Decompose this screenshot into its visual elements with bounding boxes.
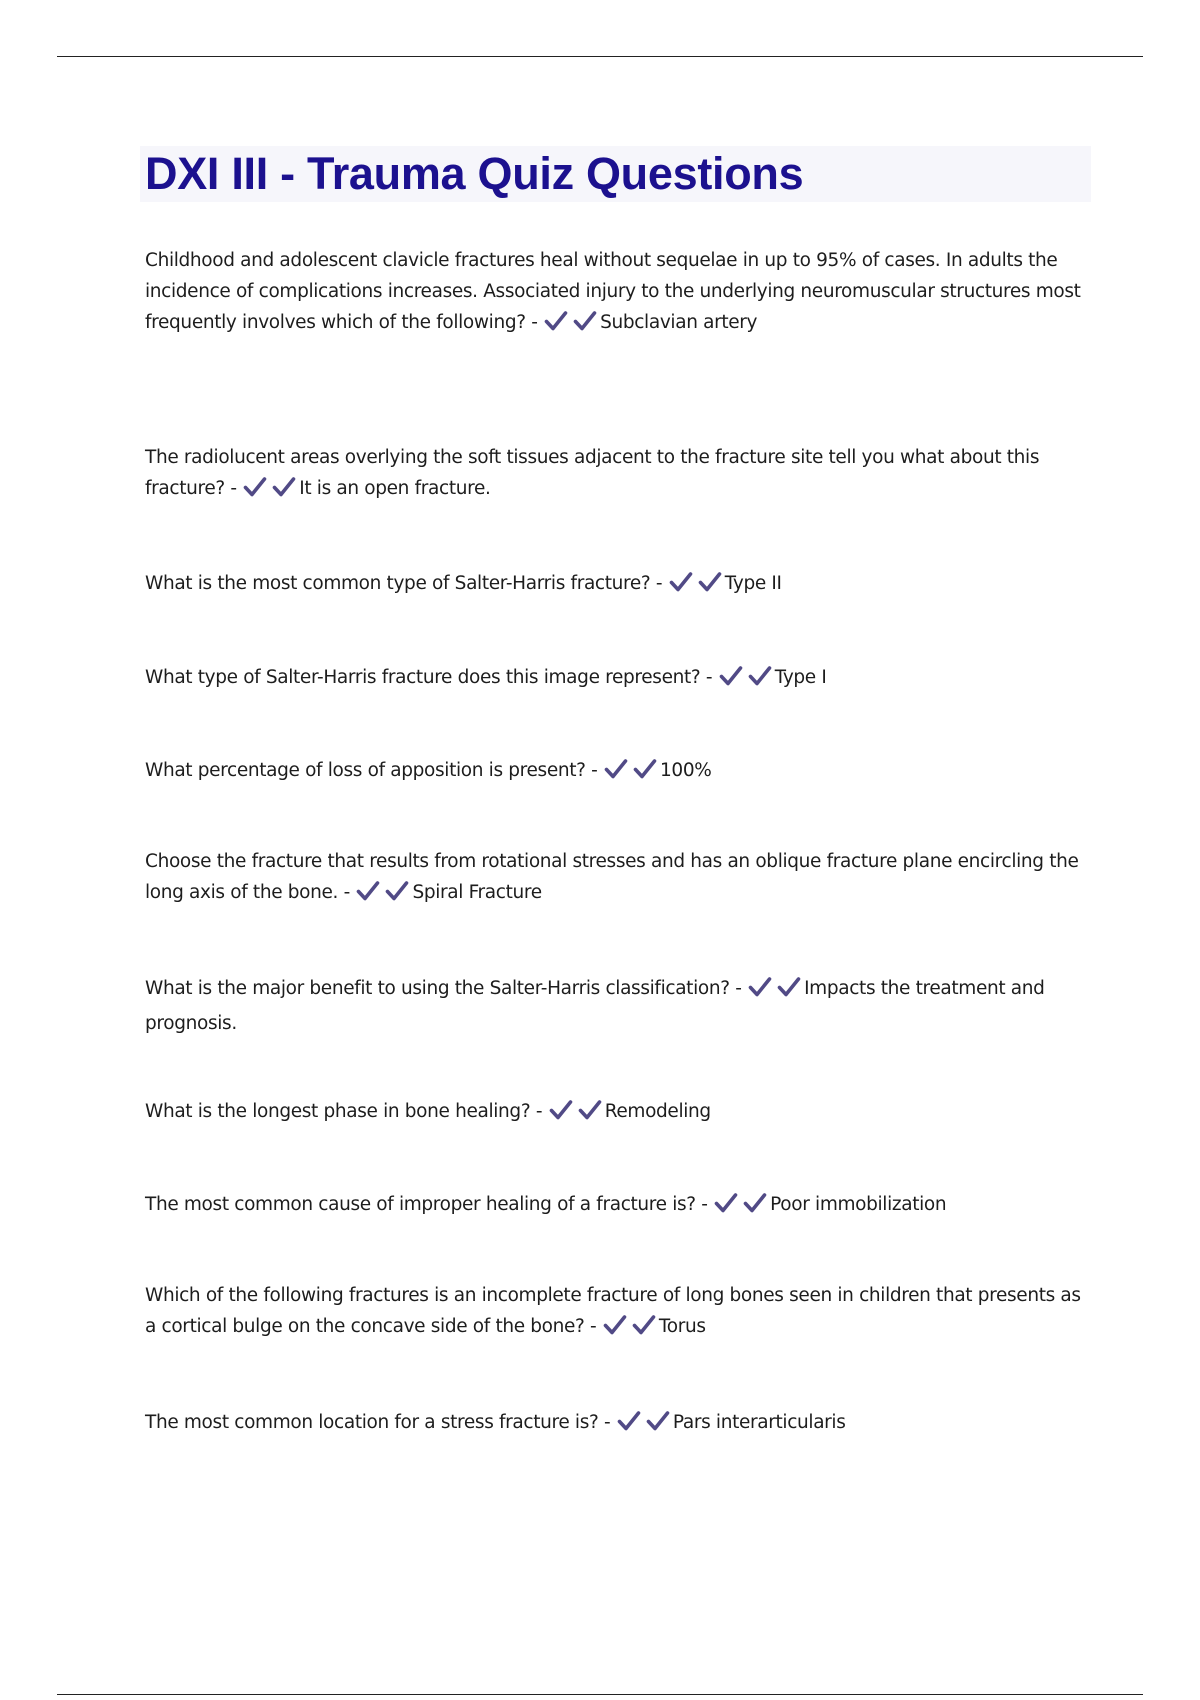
separator: -	[585, 760, 604, 781]
question-text: Choose the fracture that results from rotational stresses and has an oblique fracture plane encircling the long axis of the bone.	[145, 851, 1079, 903]
separator: -	[700, 667, 718, 688]
checkmark-icon	[578, 1099, 602, 1121]
double-check-mark	[669, 571, 722, 603]
qa-item	[145, 442, 1093, 508]
double-check-mark	[719, 665, 772, 697]
separator: -	[695, 1194, 714, 1215]
qa-item	[145, 662, 1093, 697]
double-check-mark	[714, 1192, 767, 1224]
qa-item	[145, 568, 1093, 603]
checkmark-icon	[777, 976, 801, 998]
qa-item	[145, 846, 1093, 912]
answer-text: Poor immobilization	[770, 1194, 947, 1215]
qa-item	[145, 1096, 1093, 1131]
checkmark-icon	[272, 476, 296, 498]
question-text: What type of Salter-Harris fracture does this image represent?	[145, 667, 701, 688]
separator: -	[224, 478, 243, 499]
separator: -	[729, 978, 748, 999]
answer-text: Remodeling	[604, 1101, 711, 1122]
separator: -	[530, 1101, 548, 1122]
question-text: The radiolucent areas overlying the soft tissues adjacent to the fracture site tell you what about this fracture?	[145, 447, 1040, 499]
answer-text: Type I	[774, 667, 827, 688]
question-text: What is the longest phase in bone healing?	[145, 1101, 531, 1122]
double-check-mark	[617, 1410, 670, 1442]
checkmark-icon	[669, 571, 693, 593]
double-check-mark	[604, 758, 657, 790]
checkmark-icon	[385, 880, 409, 902]
checkmark-icon	[748, 976, 772, 998]
double-check-mark	[748, 976, 801, 1008]
checkmark-icon	[243, 476, 267, 498]
qa-item	[145, 1189, 1093, 1224]
checkmark-icon	[549, 1099, 573, 1121]
checkmark-icon	[617, 1410, 641, 1432]
answer-text: 100%	[660, 760, 712, 781]
answer-text: It is an open fracture.	[299, 478, 491, 499]
checkmark-icon	[356, 880, 380, 902]
checkmark-icon	[603, 1314, 627, 1336]
double-check-mark	[243, 476, 296, 508]
question-text: The most common location for a stress fracture is?	[145, 1412, 599, 1433]
question-text: What percentage of loss of apposition is present?	[145, 760, 586, 781]
checkmark-icon	[632, 1314, 656, 1336]
checkmark-icon	[748, 665, 772, 687]
checkmark-icon	[719, 665, 743, 687]
separator: -	[598, 1412, 616, 1433]
answer-text: Pars interarticularis	[672, 1412, 846, 1433]
checkmark-icon	[633, 758, 657, 780]
question-text: Childhood and adolescent clavicle fractures heal without sequelae in up to 95% of cases. In adults the incidence of complications increases. Associated injury to the underlying neuromuscular structures most frequently involves which of the following?	[145, 250, 1081, 333]
checkmark-icon	[646, 1410, 670, 1432]
double-check-mark	[544, 310, 597, 342]
question-text: What is the most common type of Salter-Harris fracture?	[145, 573, 651, 594]
top-rule	[57, 56, 1143, 57]
qa-item	[145, 755, 1093, 790]
answer-text: Torus	[658, 1316, 706, 1337]
checkmark-icon	[714, 1192, 738, 1214]
qa-item	[145, 973, 1093, 1039]
checkmark-icon	[698, 571, 722, 593]
checkmark-icon	[604, 758, 628, 780]
question-text: The most common cause of improper healing of a fracture is?	[145, 1194, 696, 1215]
checkmark-icon	[573, 310, 597, 332]
answer-text: Spiral Fracture	[412, 882, 542, 903]
checkmark-icon	[544, 310, 568, 332]
double-check-mark	[549, 1099, 602, 1131]
double-check-mark	[603, 1314, 656, 1346]
checkmark-icon	[743, 1192, 767, 1214]
question-text: What is the major benefit to using the Salter-Harris classification?	[145, 978, 730, 999]
separator: -	[338, 882, 356, 903]
qa-item	[145, 1280, 1093, 1346]
qa-item	[145, 245, 1093, 342]
answer-text: Subclavian artery	[600, 312, 758, 333]
document-title: DXI III - Trauma Quiz Questions	[145, 148, 804, 199]
question-text: Which of the following fractures is an incomplete fracture of long bones seen in children that presents as a cortical bulge on the concave side of the bone?	[145, 1285, 1081, 1337]
answer-text: Impacts the treatment and prognosis.	[145, 978, 1045, 1034]
separator: -	[525, 312, 544, 333]
double-check-mark	[356, 880, 409, 912]
separator: -	[650, 573, 668, 594]
qa-item	[145, 1407, 1093, 1442]
answer-text: Type II	[724, 573, 782, 594]
bottom-rule	[57, 1694, 1143, 1695]
separator: -	[584, 1316, 602, 1337]
